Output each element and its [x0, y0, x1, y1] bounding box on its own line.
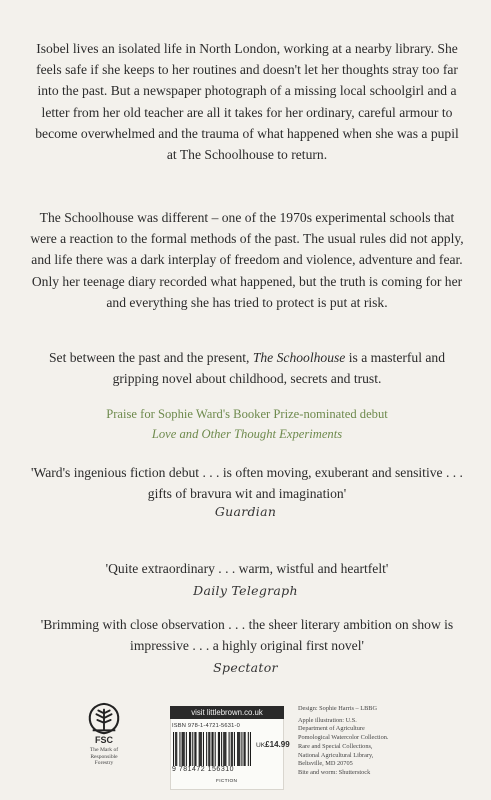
fsc-logo: [84, 702, 124, 767]
barcode-digits: 9 781472 156310: [172, 766, 234, 773]
cover-credits: [298, 705, 468, 778]
fsc-label: FSC: [95, 735, 113, 745]
publisher-website: visit littlebrown.co.uk: [170, 706, 284, 719]
illustration-credit-line: Apple illustration: U.S.: [298, 716, 357, 724]
review-quote-spectator: 'Brimming with close observation . . . the sheer literary ambition on show is impressive . . . a highly original first novel': [40, 617, 454, 653]
illustration-credit-line: Rare and Special Collections,: [298, 742, 373, 750]
praise-heading-text: Praise for Sophie Ward's Booker Prize-nominated debut: [106, 407, 388, 421]
isbn-text: ISBN 978-1-4721-5631-0: [172, 723, 240, 729]
genre-label: FICTION: [216, 779, 238, 784]
illustration-credit-line: Pomological Watercolor Collection.: [298, 734, 389, 742]
blurb-p3-tail: is a masterful and gripping novel about childhood, secrets and trust.: [112, 350, 446, 387]
fsc-tree-icon: [85, 702, 123, 736]
review-quote-telegraph: 'Quite extraordinary . . . warm, wistful and heartfelt': [105, 561, 389, 576]
blurb-paragraph-3: [30, 347, 464, 389]
barcode-bars: [173, 732, 251, 766]
quote-source-spectator: Spectator: [213, 660, 278, 675]
debut-title: Love and Other Thought Experiments: [151, 427, 343, 441]
illustration-credit-line: Beltsville, MD 20705: [298, 760, 353, 768]
illustration-credit-line: National Agricultural Library,: [298, 751, 374, 759]
fsc-mark-text: The Mark of Responsible Forestry: [89, 747, 119, 767]
price-value: £14.99: [265, 740, 290, 749]
design-credit: Design: Sophie Harris – LBBG: [298, 705, 378, 712]
price-prefix: UK: [256, 742, 266, 749]
praise-heading: [30, 404, 464, 444]
quote-source-telegraph: Daily Telegraph: [193, 583, 298, 598]
bite-worm-credit: Bite and worm: Shutterstock: [298, 768, 371, 776]
blurb-paragraph-1: Isobel lives an isolated life in North London, working at a nearby library. She feels safe if she keeps to her routines and doesn't let her thoughts stray too far into the past. But a newspaper photograph of a missing local schoolgirl and a letter from her old teacher are all it takes for her ordinary, careful armour to become overwhelmed and the trauma of what happened when she was a pupil at The Schoolhouse to return.: [35, 41, 459, 163]
illustration-credit-line: Department of Agriculture: [298, 725, 365, 733]
blurb-p3-lead: Set between the past and the present,: [48, 350, 253, 365]
book-title-inline: The Schoolhouse: [252, 350, 346, 365]
review-quote-guardian: 'Ward's ingenious fiction debut . . . is often moving, exuberant and sensitive . . . gifts of bravura wit and imagination': [31, 465, 463, 501]
price-tag: [256, 740, 290, 749]
quote-source-guardian: Guardian: [214, 504, 277, 519]
blurb-paragraph-2: The Schoolhouse was different – one of the 1970s experimental schools that were a reaction to the formal methods of the past. The usual rules did not apply, and life there was a dark interplay of freedom and violence, adventure and fear. Only her teenage diary recorded what happened, but the truth is coming for her and everything she has tried to protect is put at risk.: [30, 210, 464, 310]
